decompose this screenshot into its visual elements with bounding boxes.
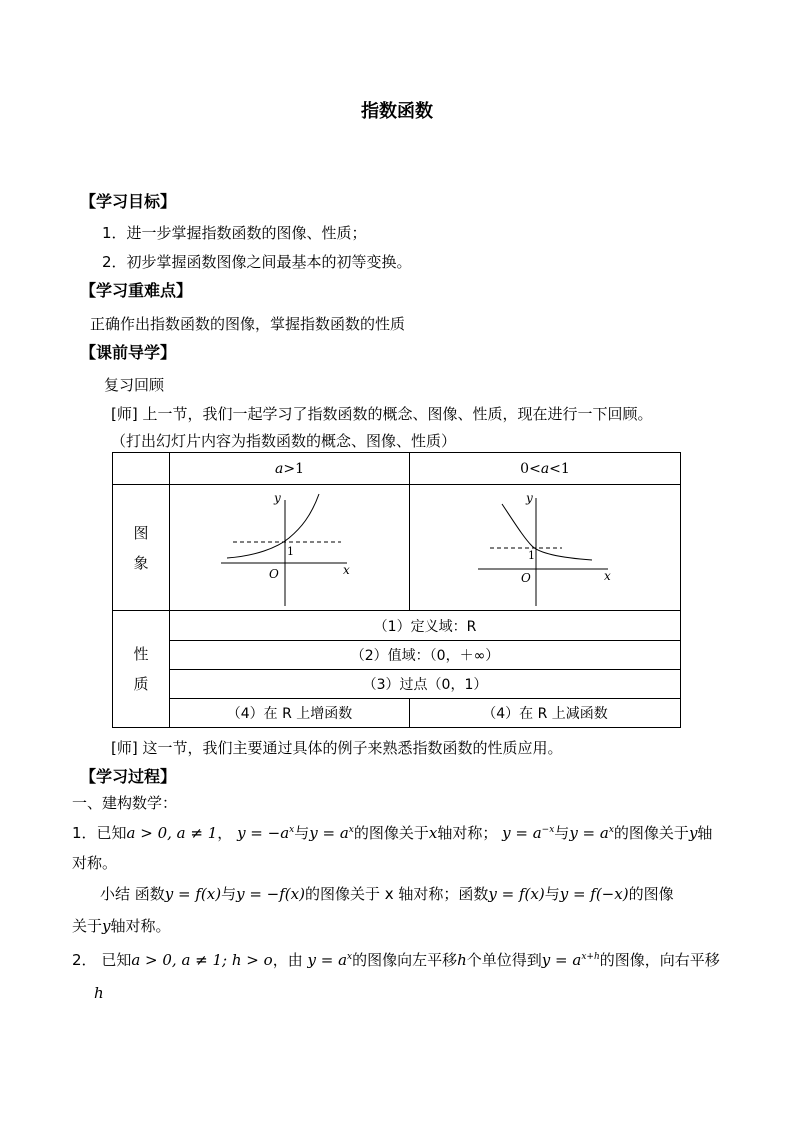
decreasing-exponential-graph xyxy=(470,488,620,608)
origin-label: O xyxy=(268,566,279,581)
key-points-text: 正确作出指数函数的图像，掌握指数函数的性质 xyxy=(90,315,406,333)
intercept-label: 1 xyxy=(286,544,294,558)
exponential-function-table xyxy=(112,452,681,728)
item-1-line-1: 1．已知a > 0, a ≠ 1， $y = -a^x$与$y = a^x$的图像关于x轴对称； $y = a^{-x}$与$y = a^x$的图像关于y轴 xyxy=(72,824,713,842)
increasing-exponential-graph xyxy=(215,488,365,608)
property-domain: （1）定义域：R xyxy=(170,611,681,641)
item-1-line-2: 对称。 xyxy=(72,854,118,872)
teacher-line-1: [师] 上一节，我们一起学习了指数函数的概念、图像、性质，现在进行一下回顾。 xyxy=(111,405,653,423)
graph-increasing-cell xyxy=(170,485,410,611)
goals-heading: 【学习目标】 xyxy=(80,192,177,211)
property-range: （2）值域：（0，＋∞） xyxy=(170,641,681,670)
item-2-line-2: h xyxy=(94,984,104,1002)
process-heading: 【学习过程】 xyxy=(80,767,177,786)
property-fixed-point: （3）过点（0，1） xyxy=(170,670,681,699)
goal-item-2: 2．初步掌握函数图像之间最基本的初等变换。 xyxy=(102,253,412,271)
properties-row-label: 性 质 xyxy=(113,611,170,728)
summary-line-2: 关于y轴对称。 xyxy=(72,917,171,935)
page-title: 指数函数 xyxy=(361,101,433,122)
origin-label: O xyxy=(521,570,531,585)
x-axis-label: x xyxy=(342,562,350,577)
summary-line-1: 小结 函数y = f(x)与y = −f(x)的图像关于 x 轴对称；函数y = f(x)与y = f(−x)的图像 xyxy=(100,885,674,903)
teacher-line-2: [师] 这一节，我们主要通过具体的例子来熟悉指数函数的性质应用。 xyxy=(111,739,563,757)
intercept-label: 1 xyxy=(528,548,535,562)
property-decreasing: （4）在 R 上减函数 xyxy=(410,699,681,728)
graph-decreasing-cell xyxy=(410,485,681,611)
graph-row-label: 图 象 xyxy=(113,485,170,611)
key-points-heading: 【学习重难点】 xyxy=(80,281,193,300)
header-blank-cell xyxy=(113,453,170,485)
part-one-heading: 一、建构数学： xyxy=(72,794,178,812)
slide-note: （打出幻灯片内容为指数函数的概念、图像、性质） xyxy=(111,432,457,450)
y-axis-label: y xyxy=(526,490,533,505)
preview-heading: 【课前导学】 xyxy=(80,343,177,362)
y-axis-label: y xyxy=(273,490,281,505)
header-a-lt-1: 0<a<1 xyxy=(410,453,681,485)
header-a-gt-1: a>1 xyxy=(170,453,410,485)
item-2-line-1: 2． 已知a > 0, a ≠ 1; h > o，由 $y = a^x$的图像向左平移h个单位得到$y = a^{x+h}$的图像，向右平移 xyxy=(72,951,720,969)
review-label: 复习回顾 xyxy=(104,376,165,394)
goal-item-1: 1．进一步掌握指数函数的图像、性质； xyxy=(102,224,367,242)
property-increasing: （4）在 R 上增函数 xyxy=(170,699,410,728)
x-axis-label: x xyxy=(604,568,611,583)
